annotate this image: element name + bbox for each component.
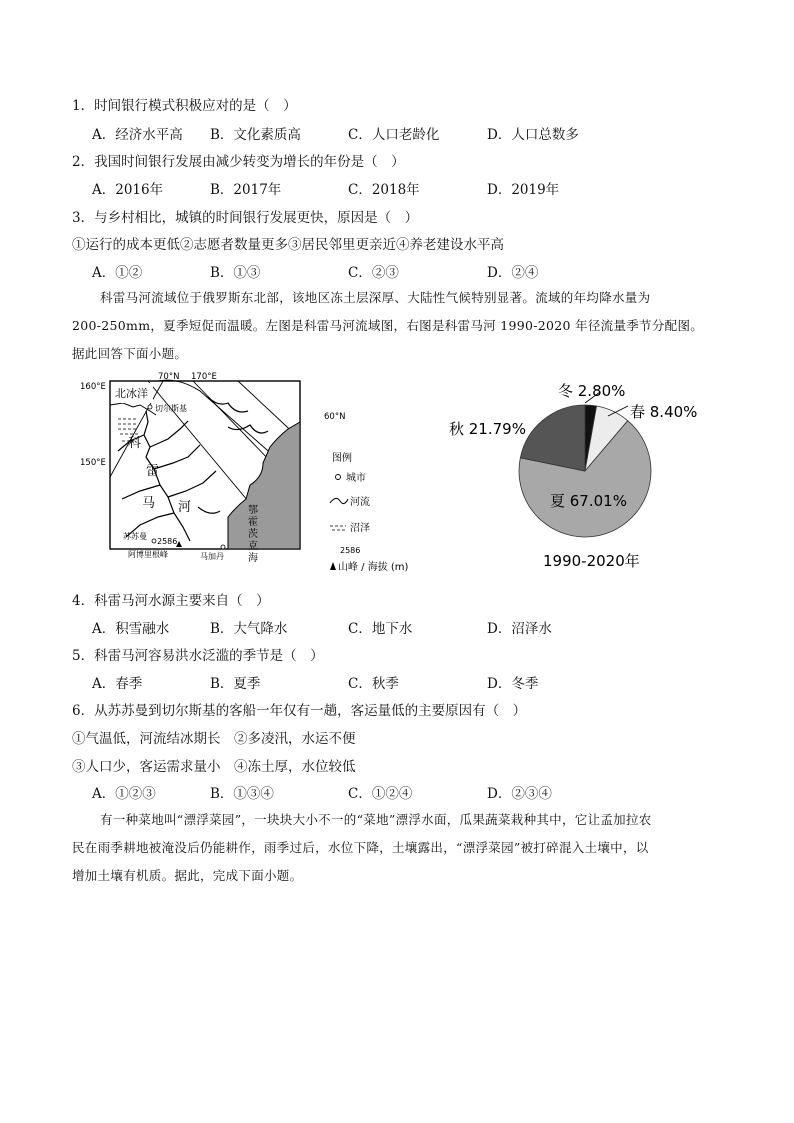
q1-stem: 1．时间银行模式积极应对的是（ ） xyxy=(72,98,297,114)
legend-river: 河流 xyxy=(350,497,370,508)
legend-peak-elev: 2586 xyxy=(340,546,361,555)
q6-option-d[interactable]: D．②③④ xyxy=(487,786,552,802)
map-sea-char-4: 克 xyxy=(248,541,258,552)
map-city-sw: 苏苏曼 xyxy=(123,532,147,541)
q4-option-c[interactable]: C．地下水 xyxy=(348,621,413,637)
q3-option-a[interactable]: A．①② xyxy=(92,265,143,281)
map-lon-label-2: 170°E xyxy=(191,372,217,382)
map-river-char-3: 马 xyxy=(142,496,156,511)
q2-option-c[interactable]: C．2018年 xyxy=(348,182,420,198)
q5-stem: 5．科雷马河容易洪水泛滥的季节是（ ） xyxy=(72,648,324,664)
map-river-char-1: 科 xyxy=(128,436,142,451)
q6-items-line1: ①气温低，河流结冰期长 ②多凌汛，水运不便 xyxy=(72,731,356,747)
map-river-char-4: 河 xyxy=(178,500,192,515)
pie-label-autumn: 秋 21.79% xyxy=(449,420,526,438)
q1-option-b[interactable]: B．文化素质高 xyxy=(210,127,301,143)
q2-option-d[interactable]: D．2019年 xyxy=(487,182,560,198)
runoff-pie-chart xyxy=(440,370,730,575)
passage-kolyma-line1: 科雷马河流域位于俄罗斯东北部，该地区冻土层深厚、大陆性气候特别显著。流域的年均降水量为 xyxy=(100,290,651,305)
q4-stem: 4．科雷马河水源主要来自（ ） xyxy=(72,593,270,609)
q6-option-a[interactable]: A．①②③ xyxy=(92,786,156,802)
q1-option-d[interactable]: D．人口总数多 xyxy=(487,127,579,143)
q5-option-d[interactable]: D．冬季 xyxy=(487,676,539,692)
pie-label-spring: 春 8.40% xyxy=(630,403,698,421)
legend-title: 图例 xyxy=(332,453,352,464)
map-lat-label-2: 150°E xyxy=(80,458,106,468)
pie-title: 1990-2020年 xyxy=(543,552,640,570)
q3-stem: 3．与乡村相比，城镇的时间银行发展更快，原因是（ ） xyxy=(72,210,419,226)
legend-peak: 山峰 / 海拔 (m) xyxy=(338,562,409,573)
passage-floating-line3: 增加土壤有机质。据此，完成下面小题。 xyxy=(72,868,303,883)
passage-floating-line1: 有一种菜地叫“漂浮菜园”，一块块大小不一的“菜地”漂浮水面，瓜果蔬菜栽种其中，它让孟加拉农 xyxy=(100,812,652,827)
map-city-ne: 切尔斯基 xyxy=(155,404,187,413)
q5-option-c[interactable]: C．秋季 xyxy=(348,676,399,692)
map-city-s: 马加丹 xyxy=(200,552,224,561)
q2-stem: 2．我国时间银行发展由减少转变为增长的年份是（ ） xyxy=(72,154,405,170)
passage-floating-line2: 民在雨季耕地被淹没后仍能耕作，雨季过后，水位下降，土壤露出，“漂浮菜园”被打碎混入土壤中，以 xyxy=(72,840,649,855)
q1-option-c[interactable]: C．人口老龄化 xyxy=(348,127,440,143)
map-lat-label-1: 160°E xyxy=(80,382,106,392)
q6-items-line2: ③人口少，客运需求量小 ④冻土厚，水位较低 xyxy=(72,759,356,775)
kolyma-basin-map xyxy=(78,367,438,577)
q5-option-a[interactable]: A．春季 xyxy=(92,676,143,692)
q3-items: ①运行的成本更低②志愿者数量更多③居民邻里更亲近④养老建设水平高 xyxy=(72,237,504,253)
map-sea-char-5: 海 xyxy=(248,553,258,564)
passage-kolyma xyxy=(72,284,732,368)
map-sea-char-1: 鄂 xyxy=(248,505,258,516)
legend-swamp: 沼泽 xyxy=(350,523,370,534)
map-peak-elev: 2586 xyxy=(157,537,178,546)
map-sea-north: 北冰洋 xyxy=(115,387,148,400)
q5-option-b[interactable]: B．夏季 xyxy=(210,676,261,692)
map-lon-label-1: 70°N xyxy=(158,372,180,382)
q1-option-a[interactable]: A．经济水平高 xyxy=(92,127,183,143)
map-sea-char-3: 茨 xyxy=(248,529,258,540)
map-peak-name: 阿博里根峰 xyxy=(128,550,168,559)
passage-kolyma-line2: 200-250mm，夏季短促而温暖。左图是科雷马河流域图，右图是科雷马河 1990-2020 年径流量季节分配图。 xyxy=(72,318,704,333)
passage-floating-garden xyxy=(72,806,732,890)
q3-option-b[interactable]: B．①③ xyxy=(210,265,261,281)
legend-city: 城市 xyxy=(346,473,366,484)
q3-option-c[interactable]: C．②③ xyxy=(348,265,399,281)
pie-label-winter: 冬 2.80% xyxy=(558,382,626,400)
q2-option-b[interactable]: B．2017年 xyxy=(210,182,282,198)
passage-kolyma-line3: 据此回答下面小题。 xyxy=(72,346,188,361)
q6-option-b[interactable]: B．①③④ xyxy=(210,786,274,802)
q2-option-a[interactable]: A．2016年 xyxy=(92,182,164,198)
q6-option-c[interactable]: C．①②④ xyxy=(348,786,413,802)
q6-stem: 6．从苏苏曼到切尔斯基的客船一年仅有一趟，客运量低的主要原因有（ ） xyxy=(72,703,527,719)
q3-option-d[interactable]: D．②④ xyxy=(487,265,539,281)
q4-option-a[interactable]: A．积雪融水 xyxy=(92,621,170,637)
q4-option-b[interactable]: B．大气降水 xyxy=(210,621,288,637)
map-sea-char-2: 霍 xyxy=(248,517,258,528)
map-lat-right: 60°N xyxy=(324,412,346,422)
map-river-char-2: 雷 xyxy=(146,464,160,479)
q4-option-d[interactable]: D．沼泽水 xyxy=(487,621,552,637)
pie-slices xyxy=(519,405,651,537)
pie-label-summer: 夏 67.01% xyxy=(550,492,627,510)
